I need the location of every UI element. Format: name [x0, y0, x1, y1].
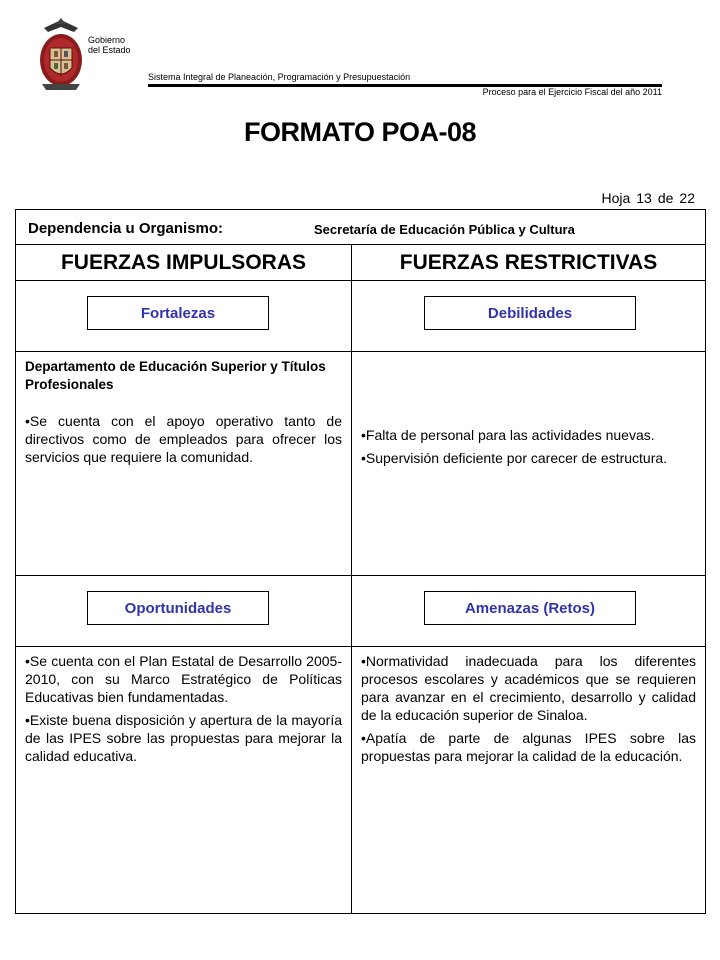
header-fuerzas-restrictivas: FUERZAS RESTRICTIVAS [352, 245, 706, 281]
header-fuerzas-impulsoras: FUERZAS IMPULSORAS [16, 245, 352, 281]
dependencia-label: Dependencia u Organismo: [28, 220, 224, 237]
list-item: •Apatía de parte de algunas IPES sobre las propuestas para mejorar la calidad de la educación. [361, 730, 696, 764]
fortalezas-content [16, 352, 352, 576]
page-label: Hoja [601, 190, 631, 206]
oportunidades-cell [16, 576, 352, 647]
fortalezas-label: Fortalezas [87, 296, 269, 330]
debilidades-label: Debilidades [424, 296, 636, 330]
government-line-2: del Estado [88, 45, 131, 55]
page-of-label: de [657, 190, 674, 206]
fortalezas-cell [16, 281, 352, 352]
page-current: 13 [636, 190, 652, 206]
poa-table [15, 209, 706, 914]
list-item: •Existe buena disposición y apertura de la mayoría de las IPES sobre las propuestas para mejorar la calidad educativa. [25, 712, 342, 764]
oportunidades-label: Oportunidades [87, 591, 269, 625]
government-line-1: Gobierno [88, 35, 126, 45]
amenazas-content [352, 647, 706, 914]
list-item: •Falta de personal para las actividades nuevas. [361, 427, 655, 443]
page-counter [601, 190, 695, 206]
dependencia-value: Secretaría de Educación Pública y Cultura [314, 222, 575, 237]
list-item: •Se cuenta con el apoyo operativo tanto de directivos como de empleados para ofrecer los servicios que requiere la comunidad. [25, 413, 342, 465]
page-title: FORMATO POA-08 [243, 117, 477, 147]
dependencia-row [16, 210, 706, 245]
debilidades-content [352, 352, 706, 576]
oportunidades-content [16, 647, 352, 914]
system-name: Sistema Integral de Planeación, Programación y Presupuestación [148, 72, 411, 82]
debilidades-cell [352, 281, 706, 352]
list-item: •Supervisión deficiente por carecer de estructura. [361, 450, 668, 466]
department-title: Departamento de Educación Superior y Títulos Profesionales [25, 359, 326, 392]
list-item: •Se cuenta con el Plan Estatal de Desarrollo 2005-2010, con su Marco Estratégico de Políticas Educativas bien fundamentadas. [25, 653, 342, 705]
amenazas-cell [352, 576, 706, 647]
government-label [88, 35, 131, 55]
page-total: 22 [679, 190, 695, 206]
list-item: •Normatividad inadecuada para los diferentes procesos escolares y académicos que se requieren para avanzar en el crecimiento, desarrollo y calidad de la educación superior de Sinaloa. [361, 653, 696, 723]
process-text: Proceso para el Ejercicio Fiscal del año 2011 [482, 87, 662, 97]
state-coat-of-arms-icon [36, 18, 86, 94]
amenazas-label: Amenazas (Retos) [424, 591, 636, 625]
